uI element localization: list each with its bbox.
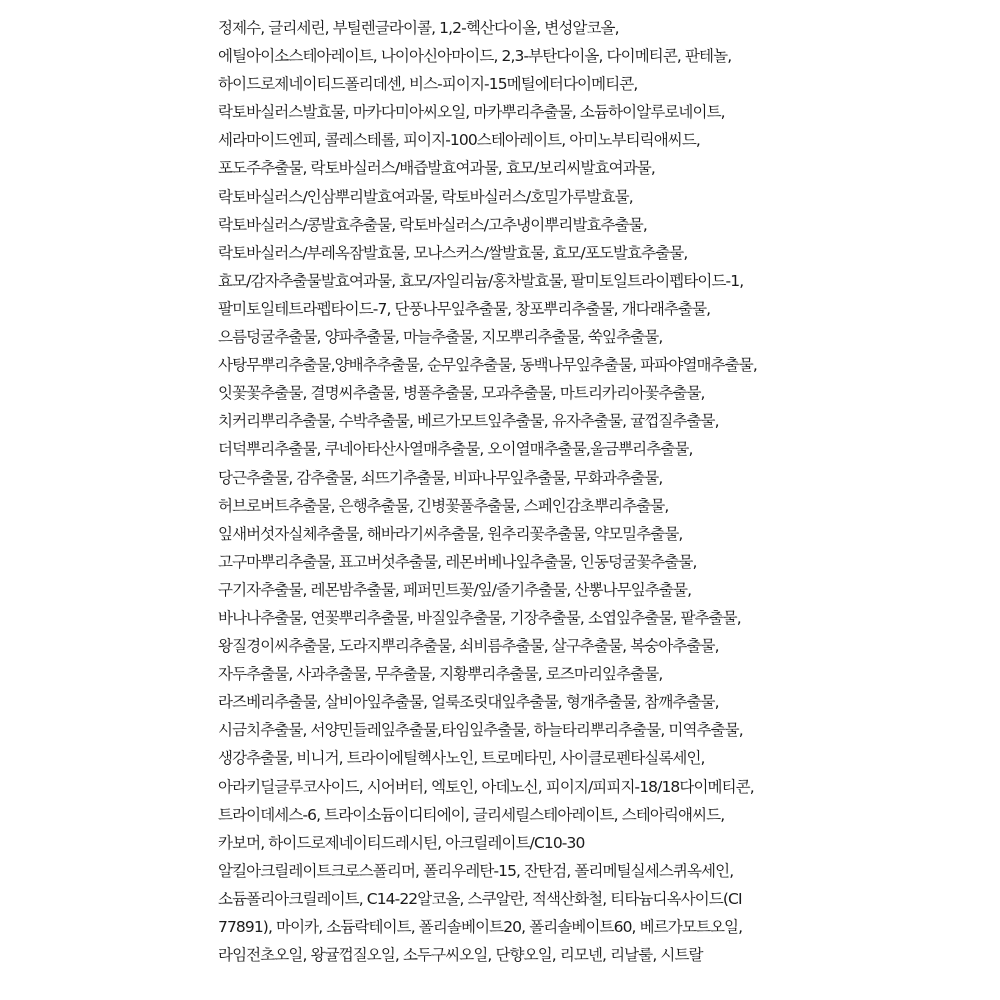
ingredient-line: 라즈베리추출물, 살비아잎추출물, 얼룩조릿대잎추출물, 형개추출물, 참깨추출물, <box>218 693 719 712</box>
ingredient-line: 77891), 마이카, 소듐락테이트, 폴리솔베이트20, 폴리솔베이트60, 베르가모트오일, <box>218 918 743 936</box>
ingredient-line: 팔미토일테트라펩타이드-7, 단풍나무잎추출물, 창포뿌리추출물, 개다래추출물, <box>218 299 711 318</box>
ingredient-line: 잎새버섯자실체추출물, 해바라기씨추출물, 원추리꽃추출물, 약모밀추출물, <box>218 524 683 543</box>
ingredient-line: 자두추출물, 사과추출물, 무추출물, 지황뿌리추출물, 로즈마리잎추출물, <box>218 665 663 684</box>
ingredient-line: 구기자추출물, 레몬밤추출물, 페퍼민트꽃/잎/줄기추출물, 산뽕나무잎추출물, <box>218 580 692 599</box>
ingredient-line: 알킬아크릴레이트크로스폴리머, 폴리우레탄-15, 잔탄검, 폴리메틸실세스퀴옥세인, <box>218 861 734 880</box>
ingredient-line: 효모/감자추출물발효여과물, 효모/자일리늄/홍차발효물, 팔미토일트라이펩타이드-1, <box>218 271 744 290</box>
ingredient-line: 바나나추출물, 연꽃뿌리추출물, 바질잎추출물, 기장추출물, 소엽잎추출물, 팥추출물, <box>218 608 741 627</box>
ingredient-line: 고구마뿌리추출물, 표고버섯추출물, 레몬버베나잎추출물, 인동덩굴꽃추출물, <box>218 552 697 571</box>
ingredient-line: 치커리뿌리추출물, 수박추출물, 베르가모트잎추출물, 유자추출물, 귤껍질추출물, <box>218 412 719 431</box>
ingredient-line: 라임전초오일, 왕귤껍질오일, 소두구씨오일, 단향오일, 리모넨, 리날룰, 시트랄 <box>218 946 703 965</box>
ingredient-line: 락토바실러스/부레옥잠발효물, 모나스커스/쌀발효물, 효모/포도발효추출물, <box>218 243 688 262</box>
ingredient-line: 사탕무뿌리추출물,양배추추출물, 순무잎추출물, 동백나무잎추출물, 파파야열매추출물, <box>218 356 757 375</box>
ingredient-line: 세라마이드엔피, 콜레스테롤, 피이지-100스테아레이트, 아미노부티릭애씨드, <box>218 131 700 150</box>
ingredient-line: 잇꽃꽃추출물, 결명씨추출물, 병풀추출물, 모과추출물, 마트리카리아꽃추출물, <box>218 384 705 403</box>
ingredient-line: 으름덩굴추출물, 양파추출물, 마늘추출물, 지모뿌리추출물, 쑥잎추출물, <box>218 328 663 347</box>
ingredient-line: 하이드로제네이티드폴리데센, 비스-피이지-15메틸에터다이메티콘, <box>218 75 638 94</box>
ingredient-line: 시금치추출물, 서양민들레잎추출물,타임잎추출물, 하늘타리뿌리추출물, 미역추출물, <box>218 721 743 740</box>
ingredient-list <box>218 14 988 969</box>
ingredient-line: 락토바실러스/인삼뿌리발효여과물, 락토바실러스/호밀가루발효물, <box>218 187 633 206</box>
ingredient-line: 생강추출물, 비니거, 트라이에틸헥사노인, 트로메타민, 사이클로펜타실록세인, <box>218 749 705 768</box>
ingredient-line: 아라키딜글루코사이드, 시어버터, 엑토인, 아데노신, 피이지/피피지-18/18다이메티콘, <box>218 777 754 796</box>
ingredient-line: 에틸아이소스테아레이트, 나이아신아마이드, 2,3-부탄다이올, 다이메티콘, 판테놀, <box>218 47 732 66</box>
ingredient-line: 허브로버트추출물, 은행추출물, 긴병꽃풀추출물, 스페인감초뿌리추출물, <box>218 496 669 515</box>
ingredient-line: 락토바실러스/콩발효추출물, 락토바실러스/고추냉이뿌리발효추출물, <box>218 215 647 234</box>
ingredient-line: 당근추출물, 감추출물, 쇠뜨기추출물, 비파나무잎추출물, 무화과추출물, <box>218 468 663 487</box>
ingredient-line: 소듐폴리아크릴레이트, C14-22알코올, 스쿠알란, 적색산화철, 티타늄디옥사이드(CI <box>218 889 742 908</box>
ingredient-line: 락토바실러스발효물, 마카다미아씨오일, 마카뿌리추출물, 소듐하이알루로네이트, <box>218 103 725 122</box>
ingredient-line: 더덕뿌리추출물, 쿠네아타산사열매추출물, 오이열매추출물,울금뿌리추출물, <box>218 440 693 459</box>
ingredient-line: 카보머, 하이드로제네이티드레시틴, 아크릴레이트/C10-30 <box>218 833 585 852</box>
ingredient-line: 포도주추출물, 락토바실러스/배즙발효여과물, 효모/보리씨발효여과물, <box>218 159 655 178</box>
ingredient-line: 왕질경이씨추출물, 도라지뿌리추출물, 쇠비름추출물, 살구추출물, 복숭아추출물, <box>218 637 719 656</box>
ingredient-line: 트라이데세스-6, 트라이소듐이디티에이, 글리세릴스테아레이트, 스테아릭애씨드, <box>218 805 725 824</box>
ingredient-line: 정제수, 글리세린, 부틸렌글라이콜, 1,2-헥산다이올, 변성알코올, <box>218 19 619 37</box>
